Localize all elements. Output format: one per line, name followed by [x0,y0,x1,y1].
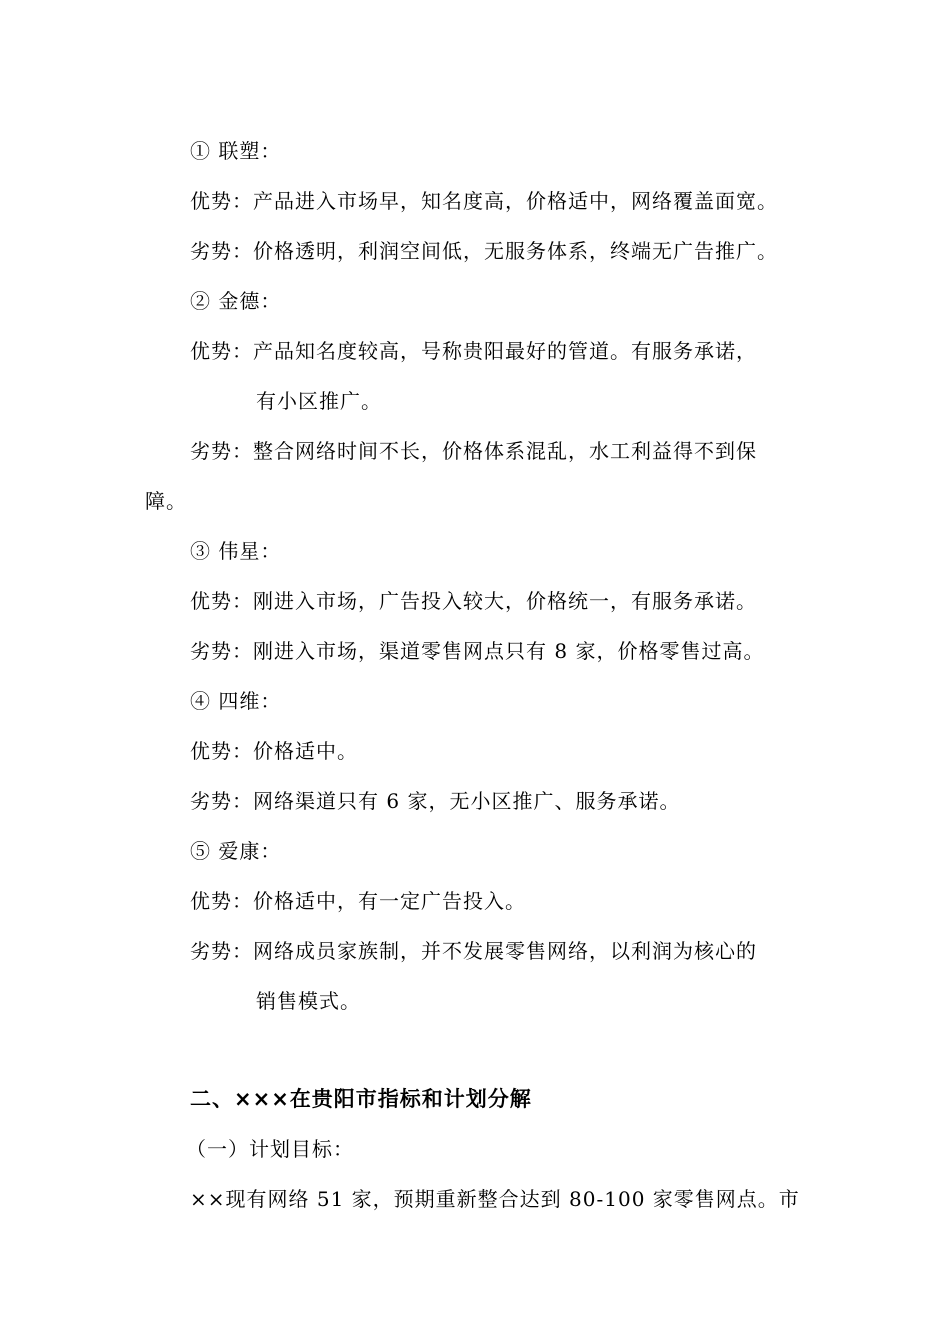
competitor-advantage: 优势：产品知名度较高，号称贵阳最好的管道。有服务承诺， [190,339,757,363]
competitor-disadvantage: 劣势：网络成员家族制，并不发展零售网络，以利润为核心的 [190,939,757,963]
competitor-advantage: 优势：价格适中，有一定广告投入。 [190,889,526,913]
competitor-advantage: 优势：刚进入市场，广告投入较大，价格统一，有服务承诺。 [190,589,757,613]
competitor-name: ① 联塑： [190,139,282,163]
body-paragraph: ××现有网络 51 家，预期重新整合达到 80-100 家零售网点。市 [190,1187,800,1211]
section-heading: 二、×××在贵阳市指标和计划分解 [190,1087,532,1111]
competitor-name: ④ 四维： [190,689,282,713]
competitor-disadvantage: 劣势：价格透明，利润空间低，无服务体系，终端无广告推广。 [190,239,778,263]
competitor-name: ⑤ 爱康： [190,839,282,863]
competitor-disadvantage-continued: 障。 [145,489,187,513]
competitor-name: ③ 伟星： [190,539,282,563]
competitor-advantage: 优势：产品进入市场早，知名度高，价格适中，网络覆盖面宽。 [190,189,778,213]
competitor-disadvantage: 劣势：刚进入市场，渠道零售网点只有 8 家，价格零售过高。 [190,639,765,663]
competitor-advantage: 优势：价格适中。 [190,739,358,763]
competitor-name: ② 金德： [190,289,282,313]
competitor-disadvantage: 劣势：整合网络时间不长，价格体系混乱，水工利益得不到保 [190,439,757,463]
competitor-advantage-continued: 有小区推广。 [256,389,382,413]
competitor-disadvantage-continued: 销售模式。 [256,989,361,1013]
competitor-disadvantage: 劣势：网络渠道只有 6 家，无小区推广、服务承诺。 [190,789,681,813]
sub-heading: （一）计划目标： [186,1137,354,1161]
